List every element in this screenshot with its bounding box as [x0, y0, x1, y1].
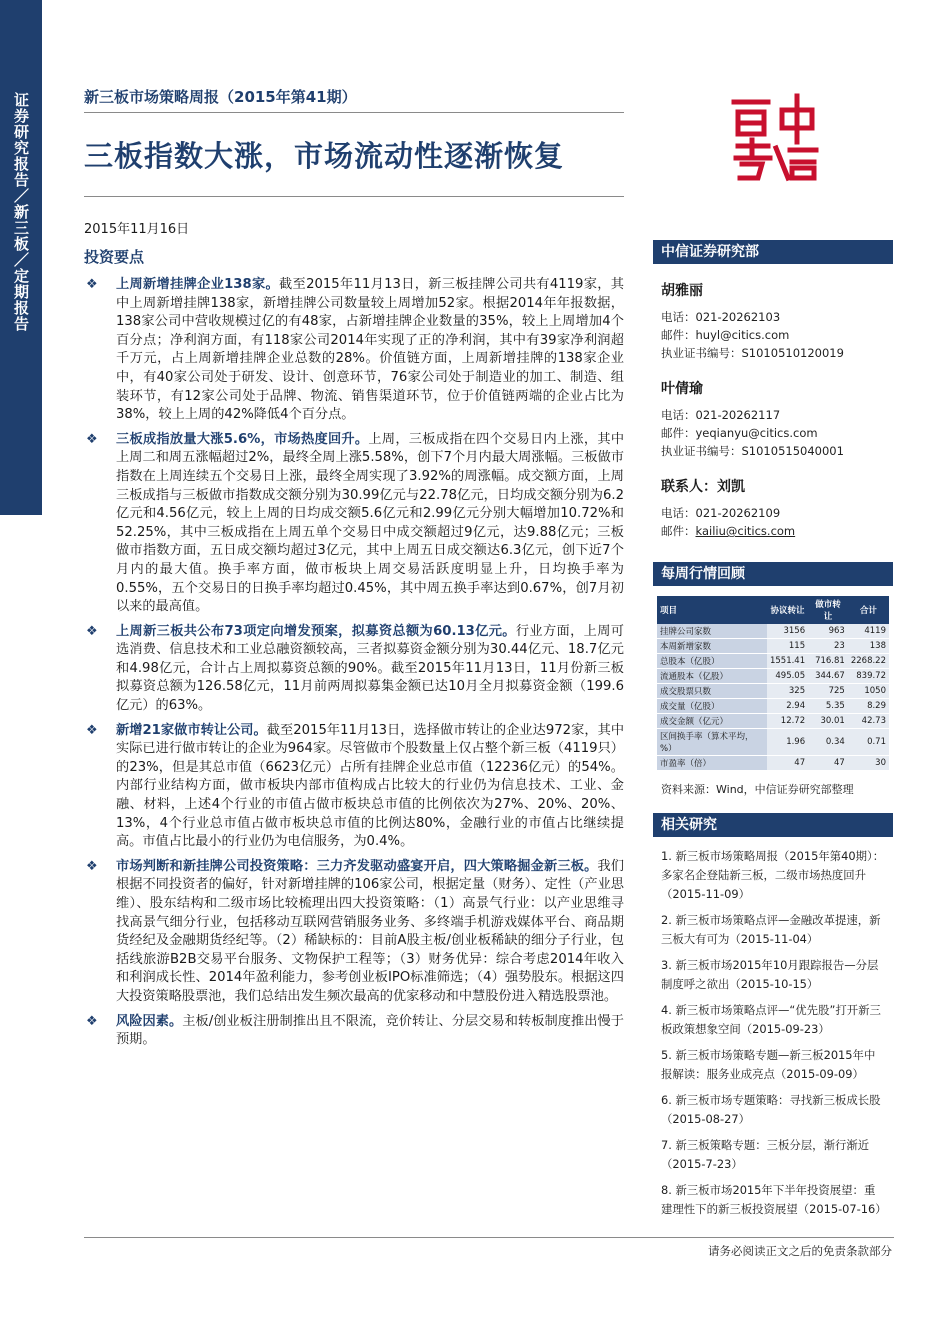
- report-date: 2015年11月16日: [84, 222, 190, 237]
- analyst-email[interactable]: 邮件：yeqianyu@citics.com: [661, 426, 818, 440]
- contact-email-row: [661, 522, 893, 540]
- related-research-item[interactable]: 4. 新三板市场策略点评—“优先股”打开新三板政策想象空间（2015-09-23）: [661, 1003, 881, 1036]
- value-cell: 115: [767, 639, 808, 654]
- value-cell: 325: [767, 684, 808, 699]
- weekly-market-table: [657, 596, 889, 771]
- table-source-note: 资料来源：Wind，中信证券研究部整理: [661, 783, 854, 796]
- value-cell: 725: [808, 684, 848, 699]
- value-cell: 5.35: [808, 699, 848, 714]
- key-point-lead: 风险因素。: [116, 1013, 183, 1029]
- key-point-lead: 上周新增挂牌企业138家。: [116, 277, 280, 292]
- footer-disclaimer: 请务必阅读正文之后的免责条款部分: [708, 1244, 892, 1258]
- column-header: 做市转让: [808, 596, 848, 624]
- key-point-body: 行业方面，上周可选消费、信息技术和工业总融资额较高，三者拟募资金额分别为30.44亿元、18.7亿元和4.98亿元，合计占上周拟募资总额的90%。截至2015年11月13日，11月份新三板拟募资总额为126.58亿元，11月前两周拟募集金额已达10月全月拟募资金额（199.6亿元）的63%。: [116, 623, 624, 714]
- value-cell: 138: [848, 639, 889, 654]
- analyst-email[interactable]: 邮件：huyl@citics.com: [661, 328, 790, 342]
- key-point-lead: 三板成指放量大涨5.6%，市场热度回升。: [116, 431, 369, 447]
- contact-email-label: 邮件：: [661, 524, 696, 538]
- page-title: 三板指数大涨，市场流动性逐渐恢复: [84, 139, 565, 173]
- row-label-cell: 本周新增家数: [657, 639, 767, 654]
- table-row: [657, 639, 889, 654]
- value-cell: 495.05: [767, 669, 808, 684]
- related-research-item[interactable]: 3. 新三板市场2015年10月跟踪报告—分层制度呼之欲出（2015-10-15）: [661, 958, 879, 991]
- key-point-item: [84, 1013, 624, 1050]
- value-cell: 8.29: [848, 699, 889, 714]
- analyst-name: 叶倩瑜: [661, 381, 703, 397]
- related-research-item[interactable]: 2. 新三板市场策略点评—金融改革提速，新三板大有可为（2015-11-04）: [661, 913, 881, 946]
- key-point-item: [84, 858, 624, 1007]
- sidebar-band: [0, 0, 42, 515]
- related-research-header: 相关研究: [653, 813, 893, 837]
- analyst-phone: 电话：021-20262117: [661, 408, 781, 422]
- footer-rule: [84, 1237, 894, 1238]
- research-dept-header: 中信证券研究部: [653, 240, 893, 264]
- value-cell: 4119: [848, 624, 889, 639]
- column-header: 协议转让: [767, 596, 808, 624]
- value-cell: 23: [808, 639, 848, 654]
- diamond-bullet-icon: ❖: [86, 1013, 98, 1029]
- contact-name: 联系人：刘凯: [661, 479, 745, 495]
- value-cell: 12.72: [767, 714, 808, 729]
- key-point-lead: 上周新三板共公布73项定向增发预案，拟募资总额为60.13亿元。: [116, 623, 516, 639]
- analyst-name: 胡雅丽: [661, 283, 703, 299]
- analyst-license: 执业证书编号：S1010510120019: [661, 346, 844, 360]
- key-point-lead: 市场判断和新挂牌公司投资策略：三力齐发驱动盛宴开启，四大策略掘金新三板。: [116, 858, 598, 874]
- key-point-body: 截至2015年11月13日，新三板挂牌公司共有4119家，其中上周新增挂牌138家，新增挂牌公司数量较上周增加52家。根据2014年年报数据，138家公司中营收规模过亿的有48家，占新增挂牌企业数量的35%，较上上周增加4个百分点；净利润方面，有118家公司2014年实现了正的净利润，其中有39家净利润超千万元，占上周新增挂牌企业总数的28%。价值链方面，上周新增挂牌的138家企业中，有40家公司处于研发、设计、创意环节，76家公司处于制造业的加工、制造、组装环节，有12家公司处于品牌、物流、销售渠道环节，位于价值链两端的企业占比为38%，较上上周的42%降低4个百分点。: [116, 277, 624, 423]
- value-cell: 2.94: [767, 699, 808, 714]
- row-label-cell: 流通股本（亿股）: [657, 669, 767, 684]
- value-cell: 1.96: [767, 729, 808, 756]
- report-series-title: 新三板市场策略周报（2015年第41期）: [84, 88, 357, 106]
- value-cell: 2268.22: [848, 654, 889, 669]
- value-cell: 47: [767, 756, 808, 771]
- value-cell: 344.67: [808, 669, 848, 684]
- table-row: [657, 729, 889, 756]
- table-row: [657, 654, 889, 669]
- value-cell: 47: [808, 756, 848, 771]
- right-column: [653, 240, 893, 1226]
- section-title-key-points: 投资要点: [84, 248, 145, 266]
- weekly-review-header: 每周行情回顾: [653, 562, 893, 586]
- key-point-lead: 新增21家做市转让公司。: [116, 722, 267, 738]
- value-cell: 1551.41: [767, 654, 808, 669]
- related-research-item[interactable]: 6. 新三板市场专题策略：寻找新三板成长股（2015-08-27）: [661, 1093, 881, 1126]
- key-point-item: [84, 276, 624, 425]
- key-point-body: 上周，三板成指在四个交易日内上涨，其中上周二和周五涨幅超过2%，最终全周上涨5.58%，创下7个月内最大周涨幅。三板做市指数在上周连续五个交易日上涨，最终全周实现了3.92%的周涨幅。成交额方面，上周三板成指与三板做市指数成交额分别为30.99亿元与22.78亿元，日均成交额分别为6.2亿元和4.56亿元，较上上周的日均成交额5.6亿元和2.99亿元分别大幅增加10.72%和52.25%，其中三板成指在上周五单个交易日中成交额超过9亿元，达9.88亿元；三板做市指数方面，五日成交额均超过3亿元，其中上周五日成交额达6.3亿元，创下近7个月内的最大值。换手率方面，做市板块上周交易活跃度明显上升，日均换手率为0.55%，五个交易日的日换手率均超过0.45%，其中周五换手率达到0.67%，创7月初以来的最高值。: [116, 431, 625, 615]
- key-point-body: 主板/创业板注册制推出且不限流，竞价转让、分层交易和转板制度推出慢于预期。: [116, 1013, 624, 1048]
- value-cell: 30.01: [808, 714, 848, 729]
- key-point-item: [84, 431, 624, 617]
- header-rule-bottom: [84, 196, 624, 197]
- diamond-bullet-icon: ❖: [86, 623, 98, 639]
- logo-text: 中信證券: [730, 92, 734, 93]
- value-cell: 1050: [848, 684, 889, 699]
- row-label-cell: 市盈率（倍）: [657, 756, 767, 771]
- analyst-block-2: [653, 378, 893, 460]
- related-research-item[interactable]: 7. 新三板策略专题：三板分层，渐行渐近（2015-7-23）: [661, 1138, 870, 1171]
- related-research-list: [653, 847, 893, 1219]
- header-rule-top: [84, 112, 624, 113]
- related-research-item[interactable]: 5. 新三板市场策略专题—新三板2015年中报解读：服务业成亮点（2015-09-09）: [661, 1048, 876, 1081]
- table-row: [657, 699, 889, 714]
- diamond-bullet-icon: ❖: [86, 722, 98, 738]
- contact-phone: 电话：021-20262109: [661, 506, 781, 520]
- related-research-item[interactable]: 1. 新三板市场策略周报（2015年第40期）：多家名企登陆新三板，二级市场热度回升（2015-11-09）: [661, 849, 885, 901]
- diamond-bullet-icon: ❖: [86, 858, 98, 874]
- key-point-body: 截至2015年11月13日，选择做市转让的企业达972家，其中实际已进行做市转让的企业为964家。尽管做市个股数量上仅占整个新三板（4119只）的23%，但是其总市值（6623亿元）占所有挂牌企业总市值（12236亿元）的54%。内部行业结构方面，做市板块内部市值构成占比较大的行业仍为信息技术、工业、金融、材料，上述4个行业的市值占做市板块总市值的比例依次为27%、20%、20%、13%，4个行业总市值占做市板块总市值的比例达80%，金融行业的市值占比继续提高。市值占比最小的行业仍为电信服务，为0.4%。: [116, 722, 625, 850]
- value-cell: 42.73: [848, 714, 889, 729]
- value-cell: 0.71: [848, 729, 889, 756]
- report-category-label: 证券研究报告／新三板／定期报告: [12, 92, 30, 332]
- key-point-body: 我们根据不同投资者的偏好，针对新增挂牌的106家公司，根据定量（财务）、定性（产业思维）、股东结构和二级市场比较梳理出四大投资策略：（1）高景气行业：以产业思维寻找高景气细分行业，包括移动互联网营销服务业务、多终端手机游戏媒体平台、商品期货经纪及金融期货经纪等。（2）稀缺标的：目前A股主板/创业板稀缺的细分子行业，包括线旅游B2B交易平台服务、文物保护工程等；（3）财务优异：综合考虑2014年收入和利润成长性、2014年盈利能力，参考创业板IPO标准筛选；（4）强势股东。根据这四大投资策略股票池，我们总结出发生频次最高的优家移动和中慧股份进入精选股票池。: [116, 858, 624, 1004]
- analyst-license: 执业证书编号：S1010515040001: [661, 444, 844, 458]
- value-cell: 0.34: [808, 729, 848, 756]
- contact-email-link[interactable]: kailiu@citics.com: [695, 524, 796, 538]
- row-label-cell: 成交股票只数: [657, 684, 767, 699]
- value-cell: 839.72: [848, 669, 889, 684]
- citic-securities-logo: [730, 92, 820, 182]
- column-header: 项目: [657, 596, 767, 624]
- diamond-bullet-icon: ❖: [86, 277, 98, 292]
- row-label-cell: 成交金额（亿元）: [657, 714, 767, 729]
- table-row: [657, 684, 889, 699]
- row-label-cell: 总股本（亿股）: [657, 654, 767, 669]
- row-label-cell: 挂牌公司家数: [657, 624, 767, 639]
- analyst-phone: 电话：021-20262103: [661, 310, 781, 324]
- contact-block: [653, 476, 893, 540]
- related-research-item[interactable]: 8. 新三板市场2015年下半年投资展望：重建理性下的新三板投资展望（2015-07-16）: [661, 1183, 887, 1216]
- row-label-cell: 成交量（亿股）: [657, 699, 767, 714]
- value-cell: 963: [808, 624, 848, 639]
- column-header: 合计: [848, 596, 889, 624]
- table-row: [657, 756, 889, 771]
- row-label-cell: 区间换手率（算术平均，%）: [657, 729, 767, 756]
- table-row: [657, 714, 889, 729]
- table-row: [657, 669, 889, 684]
- analyst-block-1: [653, 280, 893, 362]
- table-row: [657, 624, 889, 639]
- diamond-bullet-icon: ❖: [86, 431, 98, 447]
- table-header-row: [657, 596, 889, 624]
- value-cell: 30: [848, 756, 889, 771]
- value-cell: 716.81: [808, 654, 848, 669]
- key-point-item: [84, 623, 624, 716]
- key-points: [84, 276, 624, 1056]
- value-cell: 3156: [767, 624, 808, 639]
- key-point-item: [84, 722, 624, 852]
